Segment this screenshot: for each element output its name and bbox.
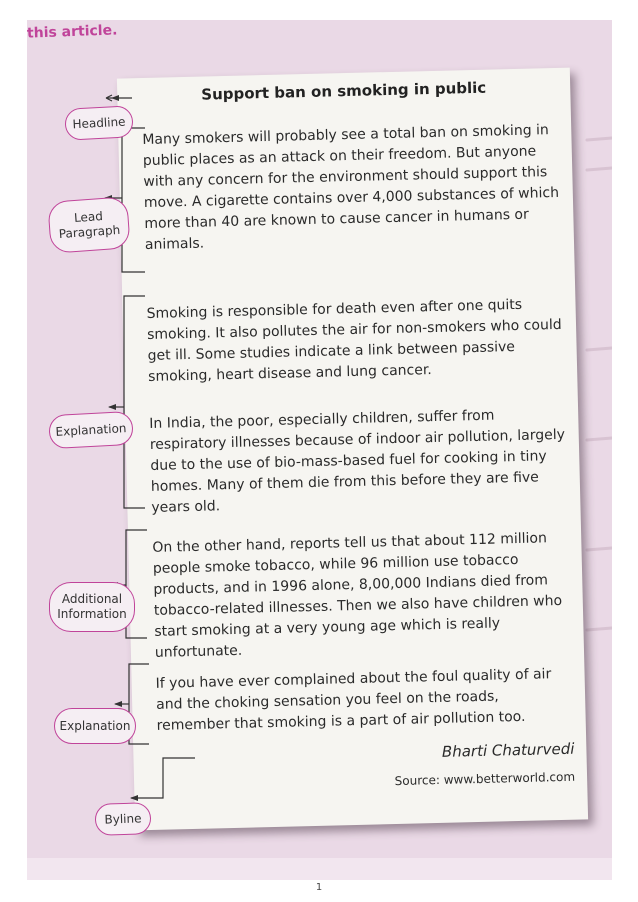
additional-information-label: Additional Information <box>49 582 135 632</box>
author-byline: Bharti Chaturvedi <box>441 739 575 761</box>
explanation-paragraph: In India, the poor, especially children, suffer from respiratory illnesses because of indoor air pollution, largely due to the use of bio-mass-based fuel for cooking in tiny homes. Many of them die from this before they are five years old. <box>149 407 566 516</box>
additional-information-paragraph: On the other hand, reports tell us that about 112 million people smoke tobacco, while 96 million use tobacco products, and in 1996 alone, 8,00,000 Indians died from tobacco-related illnesses. Then we also have children who start smoking at a very young age which is really unfortunate. <box>152 530 563 661</box>
explanation-paragraph: Smoking is responsible for death even after one quits smoking. It also pollutes the air for non-smokers who could get ill. Some studies indicate a link between passive smoking, heart disease and lung cancer. <box>146 296 562 385</box>
byline-label: Byline <box>94 802 151 836</box>
headline-label: Headline <box>64 105 134 141</box>
lead-paragraph: Many smokers will probably see a total ban on smoking in public places as an attack on their freedom. But anyone with any concern for the environment should support this move. A cigarette contains over 4,000 substances of which more than 40 are known to cause cancer in humans or animals. <box>142 122 560 254</box>
intro-text: this article. <box>27 22 118 42</box>
page-number: 1 <box>315 882 323 893</box>
textbook-page-photo <box>27 20 612 880</box>
explanation-label: Explanation <box>48 411 134 449</box>
lead-paragraph-label: Lead Paragraph <box>47 196 130 253</box>
explanation-label: Explanation <box>54 708 136 744</box>
annotation-connectors <box>27 20 612 880</box>
source-line: Source: www.betterworld.com <box>394 769 576 789</box>
page-bottom-band <box>27 858 612 880</box>
article-headline: Support ban on smoking in public <box>201 78 487 104</box>
closing-explanation-paragraph: If you have ever complained about the foul quality of air and the choking sensation you feel on the roads, remember that smoking is a part of air pollution too. <box>155 666 552 734</box>
